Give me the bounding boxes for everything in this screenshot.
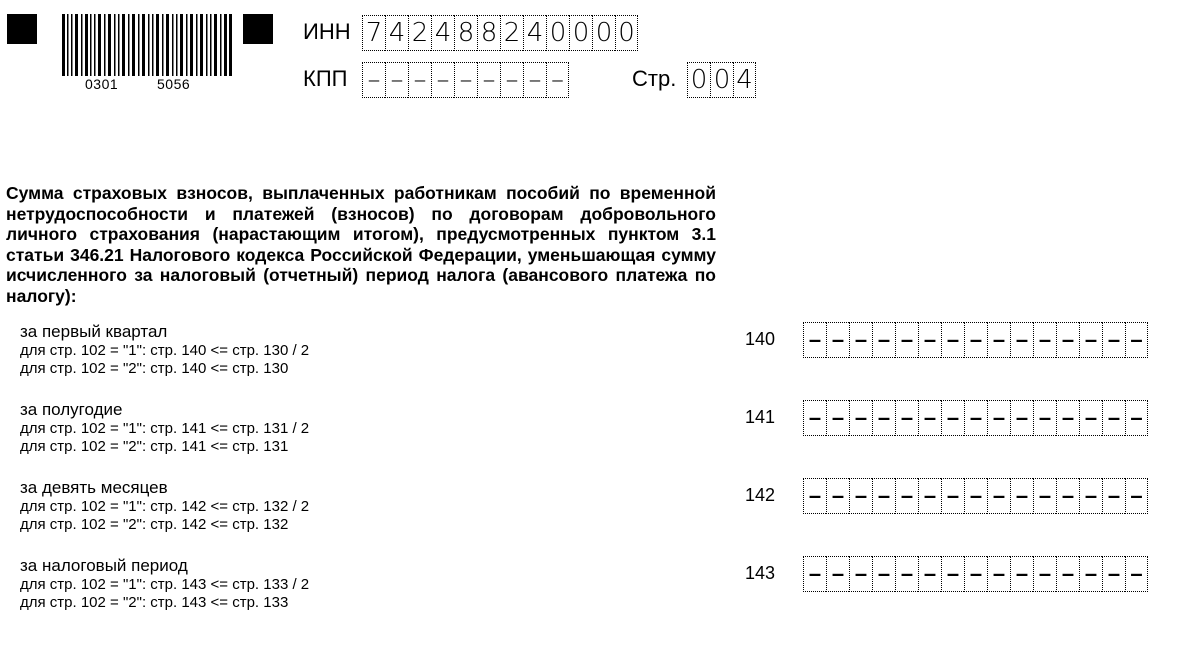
value-cell[interactable]: – xyxy=(826,478,849,514)
value-cell[interactable]: – xyxy=(1125,556,1148,592)
value-cell[interactable]: – xyxy=(918,556,941,592)
value-cells xyxy=(803,400,1148,436)
section-description: Сумма страховых взносов, выплаченных работникам пособий по временной нетрудоспособности и платежей (взносов) по договорам добровольного личного страхования (нарастающим итогом), предусмотренных пунктом 3.1 статьи 346.21 Налогового кодекса Российской Федерации, уменьшающая сумму исчисленного за налоговый (отчетный) период налога (авансового платежа по налогу): xyxy=(6,183,716,306)
kpp-label: КПП xyxy=(303,66,348,91)
inn-digit-cell[interactable]: 4 xyxy=(523,15,546,51)
value-cell[interactable]: – xyxy=(941,556,964,592)
value-cell[interactable]: – xyxy=(1125,322,1148,358)
value-cell[interactable]: – xyxy=(826,556,849,592)
value-cell[interactable]: – xyxy=(1125,400,1148,436)
period-title: за девять месяцев xyxy=(20,478,168,497)
period-title: за полугодие xyxy=(20,400,123,419)
period-rule: для стр. 102 = "2": стр. 141 <= стр. 131 xyxy=(20,438,289,455)
value-cells xyxy=(803,478,1148,514)
value-cell[interactable]: – xyxy=(1102,400,1125,436)
value-cell[interactable]: – xyxy=(1010,400,1033,436)
period-rule: для стр. 102 = "1": стр. 140 <= стр. 130 / 2 xyxy=(20,342,310,359)
period-title: за налоговый период xyxy=(20,556,188,575)
period-rule: для стр. 102 = "1": стр. 141 <= стр. 131 / 2 xyxy=(20,420,310,437)
value-cell[interactable]: – xyxy=(1102,478,1125,514)
value-cell[interactable]: – xyxy=(987,556,1010,592)
period-rule: для стр. 102 = "1": стр. 142 <= стр. 132 / 2 xyxy=(20,498,310,515)
value-cell[interactable]: – xyxy=(895,322,918,358)
kpp-digit-cell[interactable]: – xyxy=(431,62,454,98)
value-cell[interactable]: – xyxy=(1056,400,1079,436)
value-cell[interactable]: – xyxy=(1033,556,1056,592)
value-cell[interactable]: – xyxy=(1033,322,1056,358)
value-cell[interactable]: – xyxy=(1079,478,1102,514)
value-cell[interactable]: – xyxy=(872,556,895,592)
value-cell[interactable]: – xyxy=(964,400,987,436)
inn-digit-cell[interactable]: 4 xyxy=(431,15,454,51)
value-cell[interactable]: – xyxy=(964,478,987,514)
value-cell[interactable]: – xyxy=(872,478,895,514)
line-code: 143 xyxy=(745,563,776,583)
kpp-digit-cell[interactable]: – xyxy=(500,62,523,98)
page-cells xyxy=(687,62,756,98)
value-cell[interactable]: – xyxy=(941,322,964,358)
value-cells xyxy=(803,556,1148,592)
kpp-digit-cell[interactable]: – xyxy=(523,62,546,98)
value-cell[interactable]: – xyxy=(964,556,987,592)
period-rule: для стр. 102 = "2": стр. 140 <= стр. 130 xyxy=(20,360,289,377)
value-cell[interactable]: – xyxy=(1033,400,1056,436)
value-cell[interactable]: – xyxy=(941,478,964,514)
inn-digit-cell[interactable]: 0 xyxy=(546,15,569,51)
corner-marker-right xyxy=(243,14,273,44)
value-cell[interactable]: – xyxy=(849,478,872,514)
page-label: Стр. xyxy=(632,66,677,91)
line-code: 140 xyxy=(745,329,776,349)
period-block xyxy=(20,556,309,612)
value-cell[interactable]: – xyxy=(918,400,941,436)
period-block xyxy=(20,322,309,378)
inn-digit-cell[interactable]: 0 xyxy=(592,15,615,51)
kpp-cells xyxy=(362,62,569,98)
value-cell[interactable]: – xyxy=(872,322,895,358)
period-rule: для стр. 102 = "2": стр. 143 <= стр. 133 xyxy=(20,594,289,611)
value-cell[interactable]: – xyxy=(849,556,872,592)
value-cells xyxy=(803,322,1148,358)
value-cell[interactable]: – xyxy=(987,400,1010,436)
kpp-digit-cell[interactable]: – xyxy=(477,62,500,98)
value-cell[interactable]: – xyxy=(964,322,987,358)
inn-cells xyxy=(362,15,638,51)
value-cell[interactable]: – xyxy=(872,400,895,436)
value-cell[interactable]: – xyxy=(1010,556,1033,592)
value-cell[interactable]: – xyxy=(803,400,826,436)
value-cell[interactable]: – xyxy=(1102,322,1125,358)
value-cell[interactable]: – xyxy=(803,556,826,592)
value-cell[interactable]: – xyxy=(987,478,1010,514)
kpp-digit-cell[interactable]: – xyxy=(362,62,385,98)
value-cell[interactable]: – xyxy=(1102,556,1125,592)
barcode-number-right: 5056 xyxy=(157,76,191,92)
value-cell[interactable]: – xyxy=(1010,322,1033,358)
value-cell[interactable]: – xyxy=(895,556,918,592)
period-block xyxy=(20,400,309,456)
page-digit-cell[interactable]: 0 xyxy=(710,62,733,98)
value-cell[interactable]: – xyxy=(1033,478,1056,514)
inn-label: ИНН xyxy=(303,19,351,44)
value-cell[interactable]: – xyxy=(803,478,826,514)
value-cell[interactable]: – xyxy=(1056,322,1079,358)
value-cell[interactable]: – xyxy=(1056,478,1079,514)
period-rule: для стр. 102 = "2": стр. 142 <= стр. 132 xyxy=(20,516,289,533)
line-code: 142 xyxy=(745,485,776,505)
period-block xyxy=(20,478,309,534)
value-cell[interactable]: – xyxy=(918,322,941,358)
value-cell[interactable]: – xyxy=(941,400,964,436)
line-code: 141 xyxy=(745,407,776,427)
kpp-digit-cell[interactable]: – xyxy=(454,62,477,98)
value-cell[interactable]: – xyxy=(1079,400,1102,436)
inn-digit-cell[interactable]: 2 xyxy=(500,15,523,51)
value-cell[interactable]: – xyxy=(918,478,941,514)
value-cell[interactable]: – xyxy=(803,322,826,358)
value-cell[interactable]: – xyxy=(1079,556,1102,592)
value-cell[interactable]: – xyxy=(826,322,849,358)
inn-digit-cell[interactable]: 8 xyxy=(454,15,477,51)
inn-digit-cell[interactable]: 8 xyxy=(477,15,500,51)
inn-digit-cell[interactable]: 0 xyxy=(569,15,592,51)
barcode-number-left: 0301 xyxy=(85,76,119,92)
value-cell[interactable]: – xyxy=(987,322,1010,358)
barcode xyxy=(62,14,232,76)
value-cell[interactable]: – xyxy=(895,478,918,514)
page-digit-cell[interactable]: 0 xyxy=(687,62,710,98)
value-cell[interactable]: – xyxy=(849,322,872,358)
value-cell[interactable]: – xyxy=(1010,478,1033,514)
corner-marker-left xyxy=(7,14,37,44)
period-rule: для стр. 102 = "1": стр. 143 <= стр. 133 / 2 xyxy=(20,576,310,593)
period-title: за первый квартал xyxy=(20,322,168,341)
value-cell[interactable]: – xyxy=(826,400,849,436)
value-cell[interactable]: – xyxy=(1056,556,1079,592)
kpp-digit-cell[interactable]: – xyxy=(546,62,569,98)
inn-digit-cell[interactable]: 2 xyxy=(408,15,431,51)
value-cell[interactable]: – xyxy=(1125,478,1148,514)
kpp-digit-cell[interactable]: – xyxy=(408,62,431,98)
inn-digit-cell[interactable]: 0 xyxy=(615,15,638,51)
kpp-digit-cell[interactable]: – xyxy=(385,62,408,98)
inn-digit-cell[interactable]: 4 xyxy=(385,15,408,51)
page-digit-cell[interactable]: 4 xyxy=(733,62,756,98)
value-cell[interactable]: – xyxy=(895,400,918,436)
value-cell[interactable]: – xyxy=(849,400,872,436)
inn-digit-cell[interactable]: 7 xyxy=(362,15,385,51)
value-cell[interactable]: – xyxy=(1079,322,1102,358)
